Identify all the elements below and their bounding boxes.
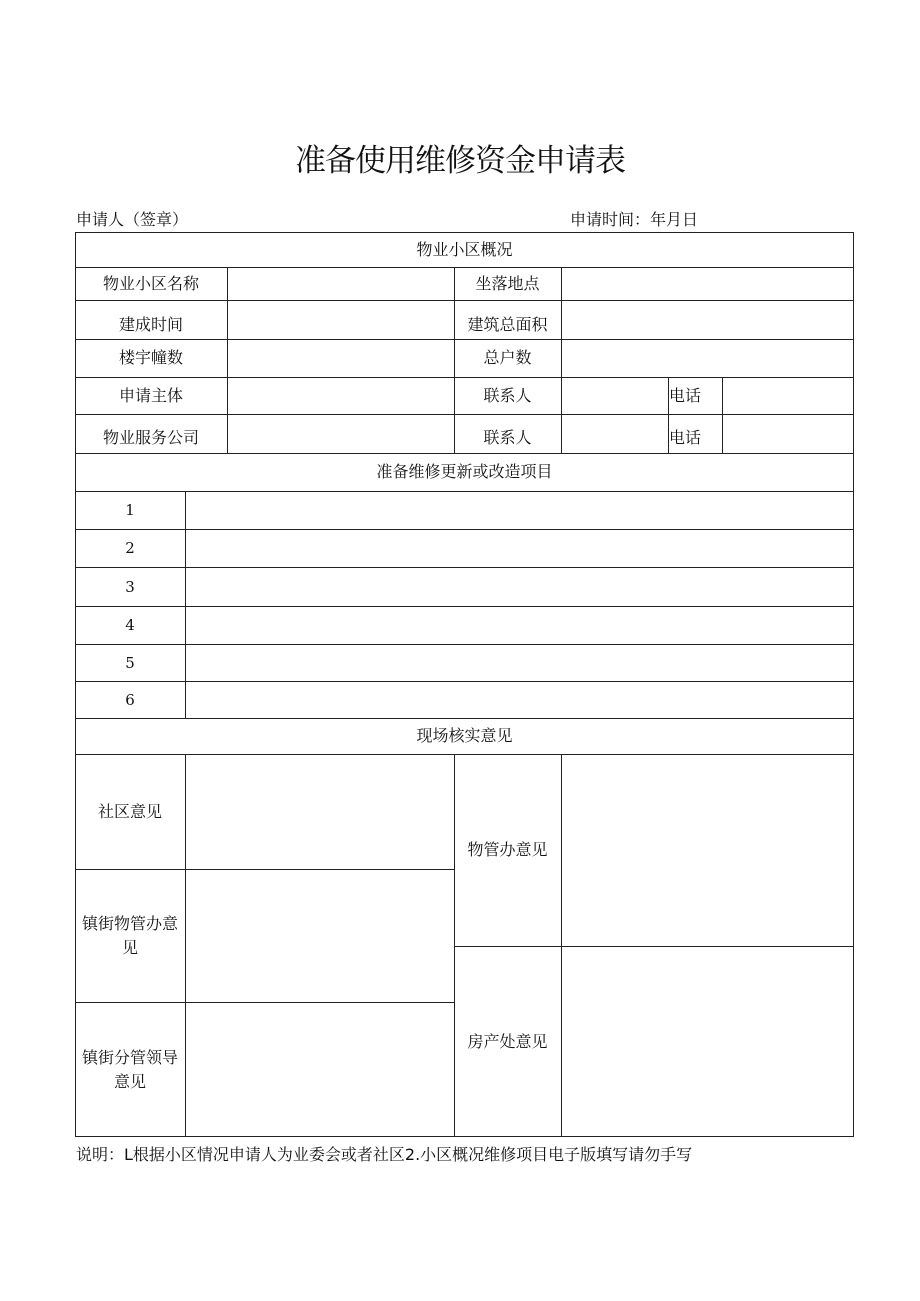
built-time-label: 建成时间 [118,314,183,334]
projects-heading: 准备维修更新或改造项目 [376,462,553,481]
street-property-office-opinion-label: 镇街物管办意见 [81,914,178,957]
phone-2-label: 电话 [669,427,702,447]
property-company-field[interactable] [228,415,454,453]
project-row-number: 4 [125,616,135,634]
project-row-number: 2 [125,539,135,557]
phone-1-label: 电话 [669,385,702,405]
contact-1-label: 联系人 [483,385,532,405]
street-leader-opinion-label: 镇街分管领导意见 [81,1047,178,1091]
form-title: 准备使用维修资金申请表 [295,143,625,179]
project-row-field[interactable] [186,530,853,567]
contact-2-field[interactable] [562,415,668,453]
project-row-number: 1 [125,501,135,519]
contact-1-field[interactable] [562,378,668,414]
location-label: 坐落地点 [475,273,540,293]
contact-2-label: 联系人 [483,427,532,447]
building-count-label: 楼宇幢数 [118,348,183,367]
project-row-field[interactable] [186,492,853,529]
project-row-number: 3 [125,577,135,596]
street-property-office-opinion-field[interactable] [186,870,454,1002]
property-company-label: 物业服务公司 [102,427,199,447]
overview-heading: 物业小区概况 [416,240,513,259]
project-row-number: 5 [125,653,135,672]
project-row-number: 6 [125,690,135,709]
street-leader-opinion-field[interactable] [186,1003,454,1136]
phone-2-field[interactable] [723,415,853,453]
project-row-field[interactable] [186,682,853,718]
project-row-field[interactable] [186,568,853,606]
footnote: 说明：L根据小区情况申请人为业委会或者社区2.小区概况维修项目电子版填写请勿手写 [76,1145,693,1164]
property-office-opinion-field[interactable] [562,755,853,946]
opinions-heading: 现场核实意见 [416,726,513,745]
applicant-body-field[interactable] [228,378,454,414]
applicant-signature-label: 申请人（签章） [76,210,189,229]
project-row-field[interactable] [186,645,853,681]
building-count-field[interactable] [228,340,454,377]
community-name-label: 物业小区名称 [102,273,199,293]
total-area-label: 建筑总面积 [467,314,548,334]
total-area-field[interactable] [562,301,853,339]
community-name-field[interactable] [228,268,454,300]
community-opinion-label: 社区意见 [97,801,162,821]
housing-office-opinion-field[interactable] [562,947,853,1136]
housing-office-opinion-label: 房产处意见 [467,1031,548,1051]
location-field[interactable] [562,268,853,300]
property-office-opinion-label: 物管办意见 [467,840,548,859]
phone-1-field[interactable] [723,378,853,414]
applicant-body-label: 申请主体 [118,385,183,405]
project-row-field[interactable] [186,607,853,644]
community-opinion-field[interactable] [186,755,454,869]
household-count-label: 总户数 [483,348,532,367]
built-time-field[interactable] [228,301,454,339]
apply-date-label: 申请时间：年月日 [570,210,699,229]
household-count-field[interactable] [562,340,853,377]
